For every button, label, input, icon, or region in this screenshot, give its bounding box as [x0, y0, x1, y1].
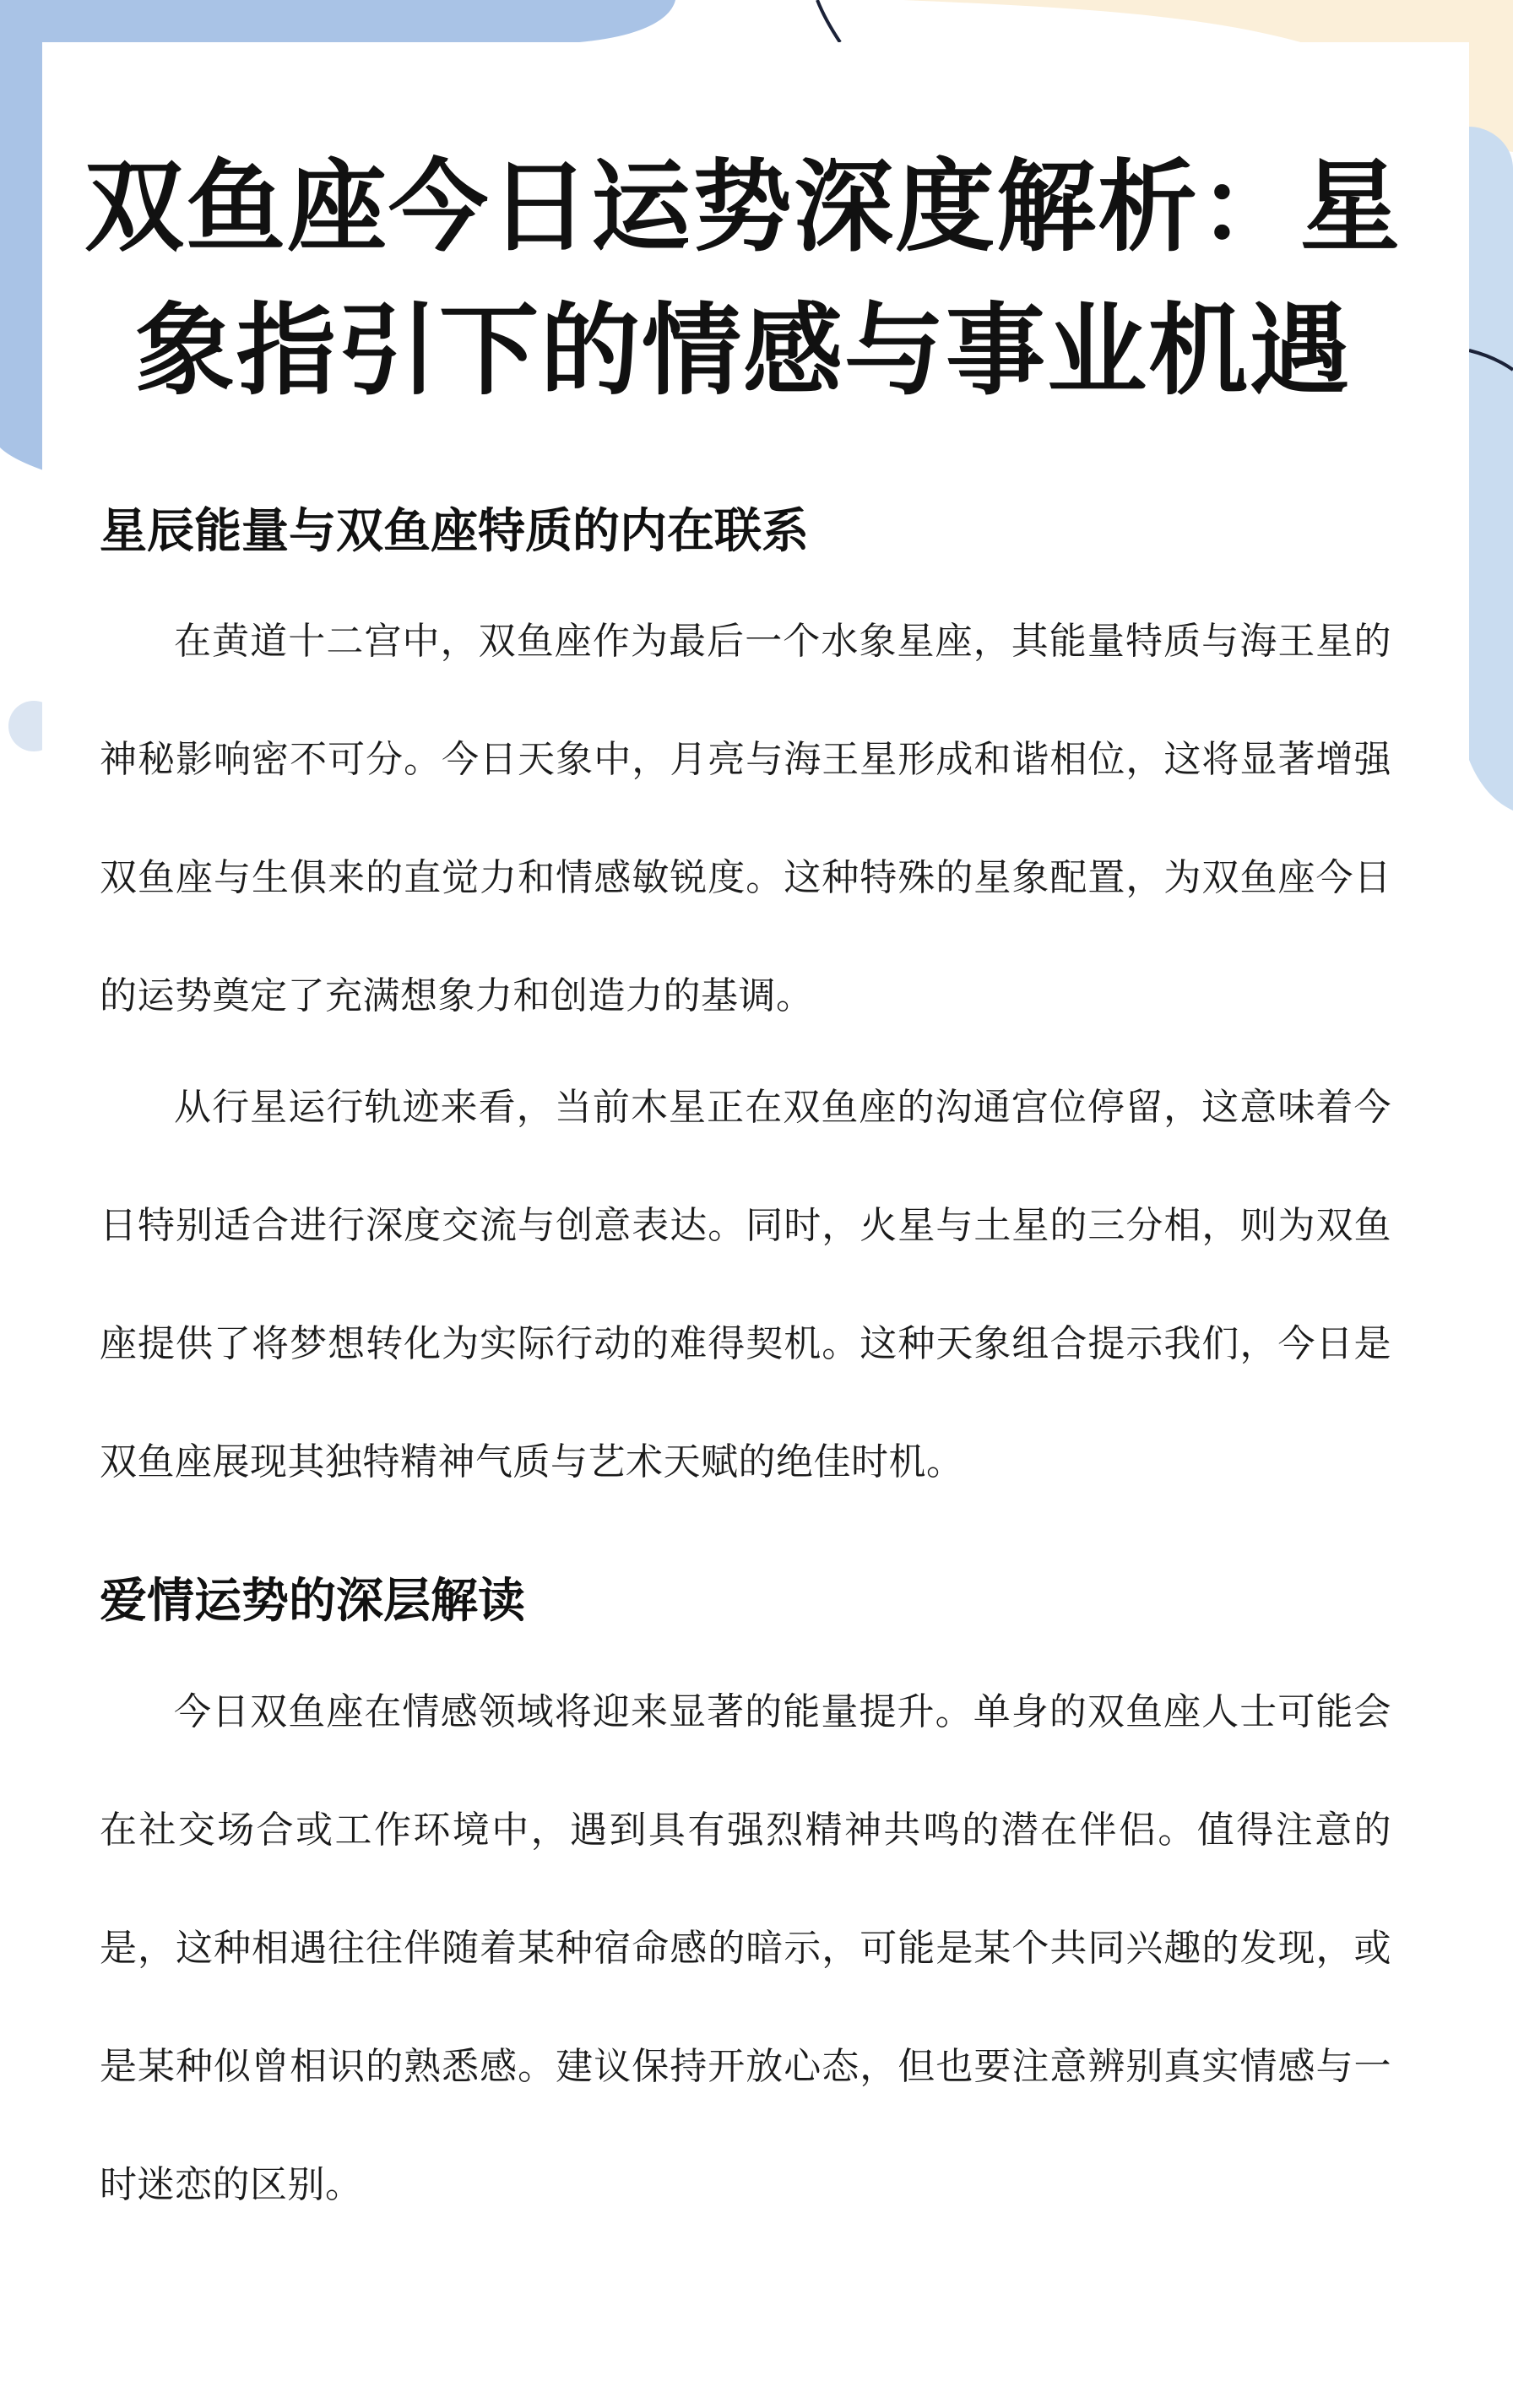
- section-heading-star-energy: 星辰能量与双鱼座特质的内在联系: [100, 504, 809, 559]
- section-heading-love: 爱情运势的深层解读: [100, 1574, 525, 1629]
- paragraph-star-energy-1: 在黄道十二宫中，双鱼座作为最后一个水象星座，其能量特质与海王星的神秘影响密不可分。今日天象中，月亮与海王星形成和谐相位，这将显著增强双鱼座与生俱来的直觉力和情感敏锐度。这种特殊的星象配置，为双鱼座今日的运势奠定了充满想象力和创造力的基调。: [100, 620, 1391, 1017]
- paragraph-love-1: 今日双鱼座在情感领域将迎来显著的能量提升。单身的双鱼座人士可能会在社交场合或工作环境中，遇到具有强烈精神共鸣的潜在伴侣。值得注意的是，这种相遇往往伴随着某种宿命感的暗示，可能是某个共同兴趣的发现，或是某种似曾相识的熟悉感。建议保持开放心态，但也要注意辨别真实情感与一时迷恋的区别。: [100, 1690, 1391, 2206]
- paragraph-star-energy-2: 从行星运行轨迹来看，当前木星正在双鱼座的沟通宫位停留，这意味着今日特别适合进行深度交流与创意表达。同时，火星与土星的三分相，则为双鱼座提供了将梦想转化为实际行动的难得契机。这种天象组合提示我们，今日是双鱼座展现其独特精神气质与艺术天赋的绝佳时机。: [100, 1086, 1391, 1483]
- article-title: 双鱼座今日运势深度解析：星象指引下的情感与事业机遇: [84, 149, 1402, 409]
